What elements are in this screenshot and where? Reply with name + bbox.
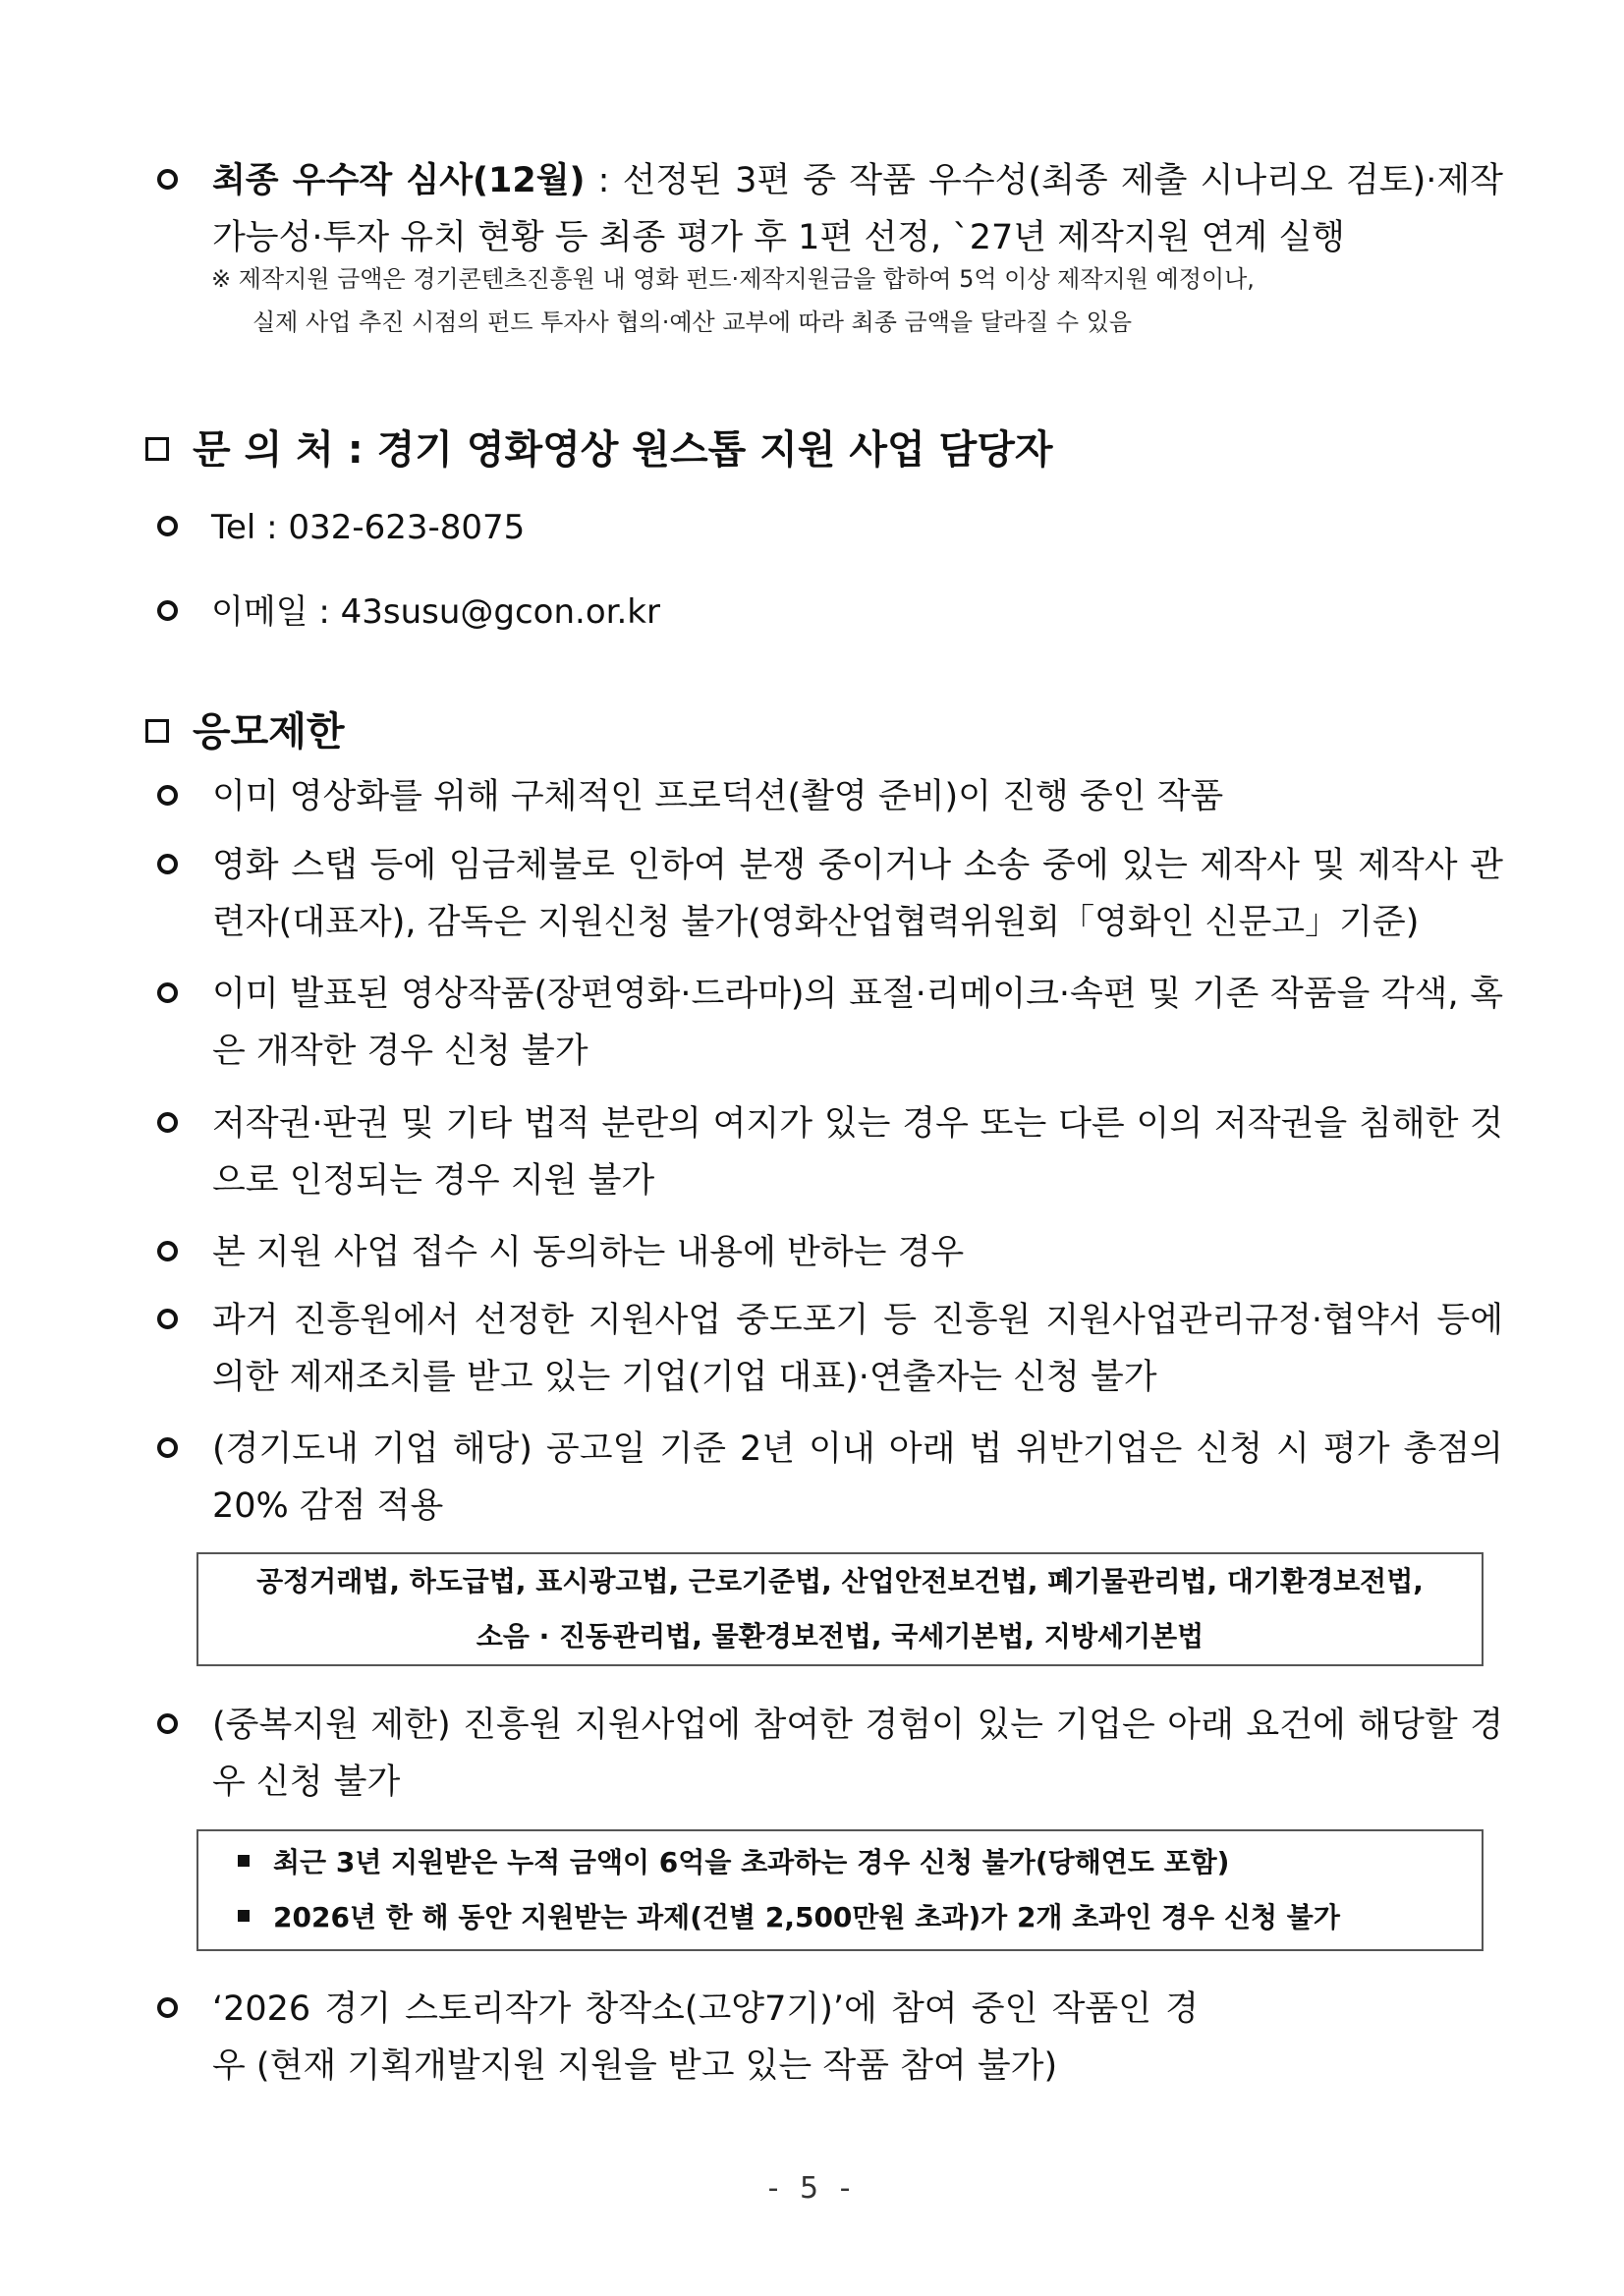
contact-email: 이메일 : 43susu@gcon.or.kr bbox=[157, 584, 660, 641]
duplicate-support-requirements-box bbox=[196, 1829, 1484, 1951]
requirement-row: 2026년 한 해 동안 지원받는 과제(건별 2,500만원 초과)가 2개 초과인 경우 신청 불가 bbox=[238, 1890, 1482, 1945]
funding-note-line-1: ※ 제작지원 금액은 경기콘텐츠진흥원 내 영화 펀드·제작지원금을 합하여 5억 이상 제작지원 예정이나, bbox=[211, 265, 1255, 293]
checkbox-square-icon bbox=[145, 437, 169, 461]
requirement-row: 최근 3년 지원받은 누적 금액이 6억을 초과하는 경우 신청 불가(당해연도 포함) bbox=[238, 1835, 1482, 1890]
circle-bullet-icon bbox=[157, 169, 178, 190]
violation-laws-line-2: 소음 · 진동관리법, 물환경보전법, 국세기본법, 지방세기본법 bbox=[476, 1620, 1204, 1652]
circle-bullet-icon bbox=[157, 1713, 178, 1734]
circle-bullet-icon bbox=[157, 854, 178, 874]
violation-laws-line-1: 공정거래법, 하도급법, 표시광고법, 근로기준법, 산업안전보건법, 폐기물관리법, 대기환경보전법, bbox=[256, 1565, 1424, 1597]
circle-bullet-icon bbox=[157, 1309, 178, 1329]
restriction-item: 본 지원 사업 접수 시 동의하는 내용에 반하는 경우 bbox=[157, 1224, 1503, 1281]
checkbox-square-icon bbox=[145, 719, 169, 743]
restrictions-heading: 응모제한 bbox=[145, 702, 345, 761]
square-bullet-icon bbox=[238, 1910, 250, 1922]
circle-bullet-icon bbox=[157, 600, 178, 621]
circle-bullet-icon bbox=[157, 1997, 178, 2018]
circle-bullet-icon bbox=[157, 785, 178, 806]
restriction-item: 이미 영상화를 위해 구체적인 프로덕션(촬영 준비)이 진행 중인 작품 bbox=[157, 768, 1503, 825]
circle-bullet-icon bbox=[157, 1112, 178, 1133]
contact-heading: 문 의 처 : 경기 영화영상 원스톱 지원 사업 담당자 bbox=[145, 420, 1053, 479]
circle-bullet-icon bbox=[157, 1241, 178, 1261]
restriction-item: (중복지원 제한) 진흥원 지원사업에 참여한 경험이 있는 기업은 아래 요건에 해당할 경우 신청 불가 bbox=[157, 1697, 1503, 1811]
circle-bullet-icon bbox=[157, 516, 178, 536]
restriction-item: ‘2026 경기 스토리작가 창작소(고양7기)’에 참여 중인 작품인 경우 (현재 기획개발지원 지원을 받고 있는 작품 참여 불가) bbox=[157, 1981, 1199, 2095]
final-review-lead: 최종 우수작 심사(12월) bbox=[212, 161, 586, 200]
page-number: - 5 - bbox=[767, 2171, 857, 2206]
funding-note-line-2: 실제 사업 추진 시점의 펀드 투자사 협의·예산 교부에 따라 최종 금액을 달라질 수 있음 bbox=[252, 308, 1133, 336]
restriction-item: (경기도내 기업 해당) 공고일 기준 2년 이내 아래 법 위반기업은 신청 시 평가 총점의 20% 감점 적용 bbox=[157, 1421, 1503, 1535]
restriction-item: 과거 진흥원에서 선정한 지원사업 중도포기 등 진흥원 지원사업관리규정·협약서 등에 의한 제재조치를 받고 있는 기업(기업 대표)·연출자는 신청 불가 bbox=[157, 1292, 1503, 1406]
final-review-item bbox=[157, 152, 1503, 266]
violation-laws-box bbox=[196, 1552, 1484, 1666]
restriction-item: 영화 스탭 등에 임금체불로 인하여 분쟁 중이거나 소송 중에 있는 제작사 및 제작사 관련자(대표자), 감독은 지원신청 불가(영화산업협력위원회「영화인 신문고」기준) bbox=[157, 837, 1503, 951]
square-bullet-icon bbox=[238, 1855, 250, 1867]
contact-tel: Tel : 032-623-8075 bbox=[157, 499, 525, 556]
final-review-text: 최종 우수작 심사(12월) : 선정된 3편 중 작품 우수성(최종 제출 시나리오 검토)·제작 가능성·투자 유치 현황 등 최종 평가 후 1편 선정, `27년 제작지원 연계 실행 bbox=[212, 161, 1503, 257]
circle-bullet-icon bbox=[157, 1437, 178, 1458]
restriction-item: 이미 발표된 영상작품(장편영화·드라마)의 표절·리메이크·속편 및 기존 작품을 각색, 혹은 개작한 경우 신청 불가 bbox=[157, 966, 1503, 1080]
circle-bullet-icon bbox=[157, 982, 178, 1003]
funding-note bbox=[211, 257, 1488, 344]
restriction-item: 저작권·판권 및 기타 법적 분란의 여지가 있는 경우 또는 다른 이의 저작권을 침해한 것으로 인정되는 경우 지원 불가 bbox=[157, 1095, 1503, 1209]
